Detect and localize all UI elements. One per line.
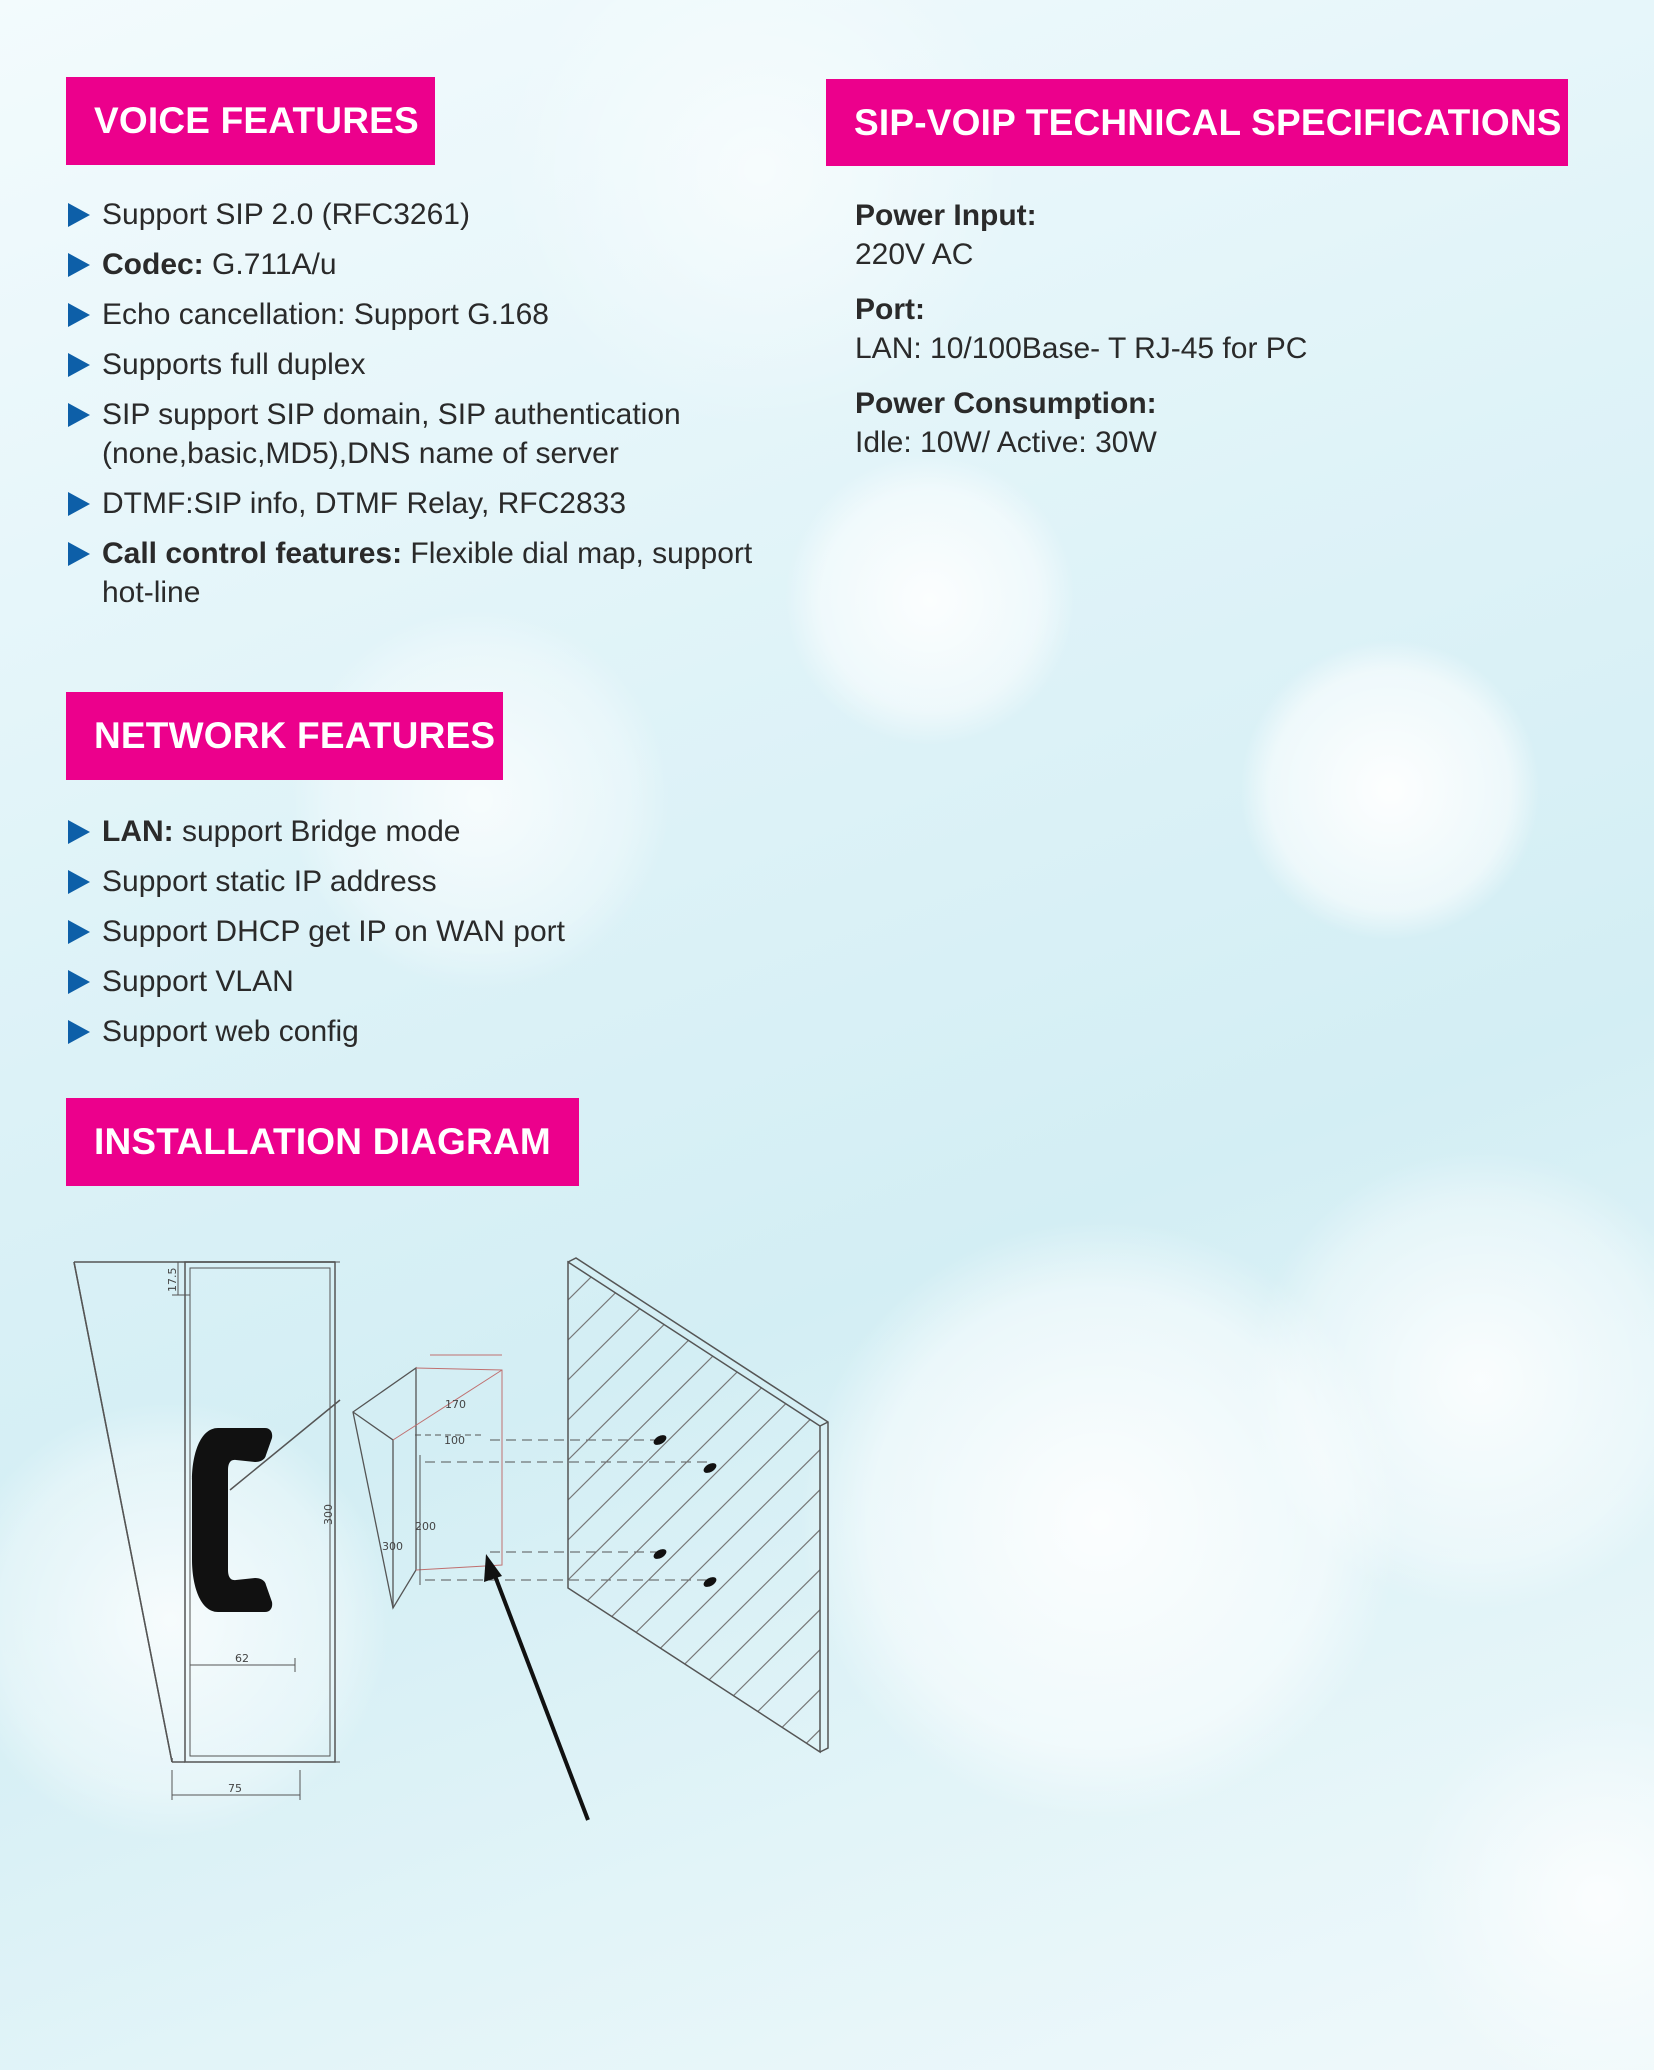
triangle-bullet-icon	[68, 253, 90, 277]
triangle-bullet-icon	[68, 353, 90, 377]
list-item: SIP support SIP domain, SIP authentication (none,basic,MD5),DNS name of server	[66, 395, 742, 473]
specifications-panel	[855, 196, 1555, 478]
triangle-bullet-icon	[68, 203, 90, 227]
arrow-icon	[484, 1554, 588, 1820]
list-item: Support SIP 2.0 (RFC3261)	[66, 195, 766, 234]
list-item: Echo cancellation: Support G.168	[66, 295, 766, 334]
triangle-bullet-icon	[68, 1020, 90, 1044]
installation-diagram-heading: INSTALLATION DIAGRAM	[66, 1098, 579, 1186]
spec-power-consumption: Power Consumption: Idle: 10W/ Active: 30W	[855, 387, 1157, 459]
triangle-bullet-icon	[68, 492, 90, 516]
svg-text:17.5: 17.5	[166, 1267, 179, 1292]
triangle-bullet-icon	[68, 303, 90, 327]
spec-power-input: Power Input: 220V AC	[855, 199, 1037, 271]
triangle-bullet-icon	[68, 970, 90, 994]
technical-specifications-heading: SIP-VOIP TECHNICAL SPECIFICATIONS	[826, 79, 1568, 166]
svg-text:75: 75	[228, 1782, 242, 1795]
wall-drawing	[568, 1240, 840, 1840]
mounting-box-drawing	[353, 1355, 710, 1608]
list-item: Support static IP address	[66, 862, 766, 901]
handset-icon	[192, 1428, 272, 1612]
network-features-list	[66, 812, 766, 1062]
triangle-bullet-icon	[68, 542, 90, 566]
svg-text:100: 100	[444, 1434, 465, 1447]
triangle-bullet-icon	[68, 870, 90, 894]
svg-text:62: 62	[235, 1652, 249, 1665]
list-item: DTMF:SIP info, DTMF Relay, RFC2833	[66, 484, 766, 523]
list-item: Call control features: Flexible dial map, support hot-line	[66, 534, 782, 612]
svg-text:170: 170	[445, 1398, 466, 1411]
list-item: Supports full duplex	[66, 345, 766, 384]
list-item: LAN: support Bridge mode	[66, 812, 766, 851]
svg-text:300: 300	[382, 1540, 403, 1553]
voice-features-heading: VOICE FEATURES	[66, 77, 435, 165]
list-item: Support VLAN	[66, 962, 766, 1001]
spec-port: Port: LAN: 10/100Base- T RJ-45 for PC	[855, 293, 1308, 365]
svg-text:200: 200	[415, 1520, 436, 1533]
svg-text:300: 300	[322, 1504, 335, 1525]
list-item: Codec: G.711A/u	[66, 245, 766, 284]
triangle-bullet-icon	[68, 920, 90, 944]
list-item: Support DHCP get IP on WAN port	[66, 912, 766, 951]
triangle-bullet-icon	[68, 403, 90, 427]
network-features-heading: NETWORK FEATURES	[66, 692, 503, 780]
triangle-bullet-icon	[68, 820, 90, 844]
voice-features-list	[66, 195, 766, 623]
list-item: Support web config	[66, 1012, 766, 1051]
installation-diagram	[60, 1240, 840, 1840]
